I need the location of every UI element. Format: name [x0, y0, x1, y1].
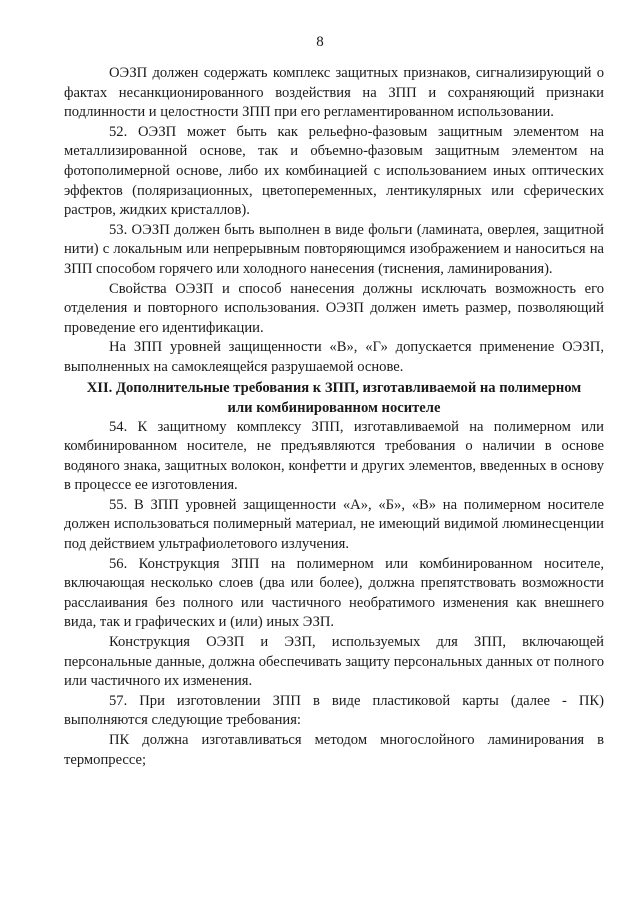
- paragraph: Свойства ОЭЗП и способ нанесения должны исключать возможность его отделения и повторного использования. ОЭЗП должен иметь размер, позволяющий проведение его идентификации.: [64, 280, 604, 336]
- paragraph: ПК должна изготавливаться методом многослойного ламинирования в термопрессе;: [64, 732, 604, 768]
- paragraph: ОЭЗП должен содержать комплекс защитных признаков, сигнализирующий о фактах несанкционированного воздействия на ЗПП и сохраняющий признаки подлинности и целостности ЗПП при его регламентированном использовании.: [64, 65, 604, 121]
- paragraph-54: 54. К защитному комплексу ЗПП, изготавливаемой на полимерном или комбинированном носителе, не предъявляются требования о наличии в основе водяного знака, защитных волокон, конфетти и других элементов, введенных в основу в процессе ее изготовления.: [64, 418, 604, 494]
- section-heading-line: XII. Дополнительные требования к ЗПП, изготавливаемой на полимерном: [86, 379, 582, 396]
- section-heading: [64, 378, 604, 418]
- paragraph: На ЗПП уровней защищенности «В», «Г» допускается применение ОЭЗП, выполненных на самоклеящейся разрушаемой основе.: [64, 339, 604, 375]
- paragraph-56: 56. Конструкция ЗПП на полимерном или комбинированном носителе, включающая несколько слоев (два или более), должна препятствовать возможности расслаивания без полного или частичного необратимого изменения как внешнего вида, так и графических и (или) иных ЭЗП.: [64, 555, 604, 631]
- document-body: [64, 64, 604, 770]
- paragraph-52: 52. ОЭЗП может быть как рельефно-фазовым защитным элементом на металлизированной основе, так и объемно-фазовым защитным элементом на фотополимерной основе, либо их комбинацией с использованием иных оптических эффектов (поляризационных, цветопеременных, лентикулярных или сферических растров, жидких кристаллов).: [64, 123, 604, 219]
- paragraph-57: 57. При изготовлении ЗПП в виде пластиковой карты (далее - ПК) выполняются следующие требования:: [64, 692, 604, 729]
- section-heading-line: или комбинированном носителе: [227, 399, 441, 416]
- page-number: 8: [316, 34, 324, 50]
- paragraph-55: 55. В ЗПП уровней защищенности «А», «Б», «В» на полимерном носителе должен использоваться полимерный материал, не имеющий видимой люминесценции под действием ультрафиолетового излучения.: [64, 496, 604, 553]
- paragraph: Конструкция ОЭЗП и ЭЗП, используемых для ЗПП, включающей персональные данные, должна обеспечивать защиту персональных данных от полного или частичного их изменения.: [64, 634, 604, 690]
- paragraph-53: 53. ОЭЗП должен быть выполнен в виде фольги (ламината, оверлея, защитной нити) с локальным или непрерывным повторяющимся изображением и наноситься на ЗПП способом горячего или холодного нанесения (тиснения, ламинирования).: [64, 221, 604, 277]
